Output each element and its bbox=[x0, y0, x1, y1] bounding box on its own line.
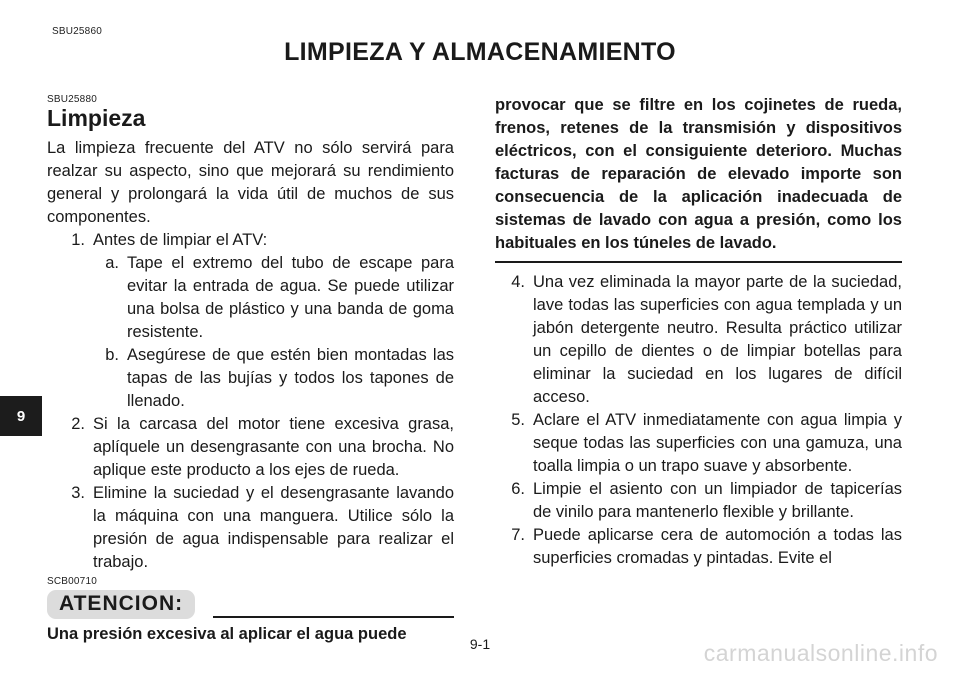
step-5 bbox=[495, 409, 902, 478]
step-1 bbox=[47, 229, 454, 252]
step-text: Elimine la suciedad y el desengrasante lavando la máquina con una manguera. Utilice sólo la presión de agua indispensable para realizar el trabajo. bbox=[93, 484, 454, 571]
step-2 bbox=[47, 413, 454, 482]
step-text: Aclare el ATV inmediatamente con agua limpia y seque todas las superficies con una gamuza, una toalla limpia o un trapo suave y absorbente. bbox=[533, 411, 902, 475]
step-number: 6. bbox=[511, 480, 525, 498]
step-7 bbox=[495, 524, 902, 570]
page-title: LIMPIEZA Y ALMACENAMIENTO bbox=[284, 38, 676, 66]
right-column bbox=[495, 94, 902, 570]
substep-text: Asegúrese de que estén bien montadas las tapas de las bujías y todos los tapones de llenado. bbox=[127, 346, 454, 410]
section-code: SBU25880 bbox=[47, 94, 97, 105]
step-3 bbox=[47, 482, 454, 574]
step-number: 7. bbox=[511, 526, 525, 544]
step-text: Puede aplicarse cera de automoción a todas las superficies cromadas y pintadas. Evite el bbox=[533, 526, 902, 567]
caution-header bbox=[47, 590, 454, 619]
watermark: carmanualsonline.info bbox=[703, 640, 938, 666]
step-6 bbox=[495, 478, 902, 524]
substep-b bbox=[47, 344, 454, 413]
caution-code: SCB00710 bbox=[47, 576, 97, 587]
step-number: 3. bbox=[71, 484, 85, 502]
section-title: Limpieza bbox=[47, 105, 146, 131]
step-number: 4. bbox=[511, 273, 525, 291]
section-code-top: SBU25860 bbox=[52, 26, 102, 37]
page-number: 9-1 bbox=[469, 636, 491, 652]
step-number: 1. bbox=[71, 231, 85, 249]
step-text: Limpie el asiento con un limpiador de tapicerías de vinilo para mantenerlo flexible y brillante. bbox=[533, 480, 902, 521]
caution-text-start: Una presión excesiva al aplicar el agua puede bbox=[47, 625, 407, 643]
substep-a bbox=[47, 252, 454, 344]
substep-text: Tape el extremo del tubo de escape para evitar la entrada de agua. Se puede utilizar una bolsa de plástico y una banda de goma resistente. bbox=[127, 254, 454, 341]
step-4 bbox=[495, 271, 902, 409]
substep-letter: a. bbox=[105, 254, 119, 272]
caution-rule bbox=[213, 616, 454, 618]
step-text: Una vez eliminada la mayor parte de la suciedad, lave todas las superficies con agua templada y un jabón detergente neutro. Resulta práctico utilizar un cepillo de dientes o de limpiar botellas para eliminar la suciedad en los lugares de difícil acceso. bbox=[533, 273, 902, 406]
caution-end-rule bbox=[495, 261, 902, 263]
substep-letter: b. bbox=[105, 346, 119, 364]
step-text: Antes de limpiar el ATV: bbox=[93, 231, 268, 249]
chapter-tab[interactable]: 9 bbox=[0, 396, 42, 436]
intro-paragraph: La limpieza frecuente del ATV no sólo servirá para realzar su aspecto, sino que mejorará su rendimiento general y prolongará la vida útil de muchos de sus componentes. bbox=[47, 139, 454, 226]
step-number: 2. bbox=[71, 415, 85, 433]
caution-text-continued: provocar que se filtre en los cojinetes de rueda, frenos, retenes de la transmisión y dispositivos eléctricos, con el consiguiente deterioro. Muchas facturas de reparación de elevado importe son consecuencia de la aplicación inadecuada de sistemas de lavado con agua a presión, como los habituales en los túneles de lavado. bbox=[495, 96, 902, 252]
step-number: 5. bbox=[511, 411, 525, 429]
caution-label: ATENCION: bbox=[47, 590, 195, 619]
left-column bbox=[47, 94, 454, 646]
step-text: Si la carcasa del motor tiene excesiva grasa, aplíquele un desengrasante con una brocha. No aplique este producto a los ejes de rueda. bbox=[93, 415, 454, 479]
